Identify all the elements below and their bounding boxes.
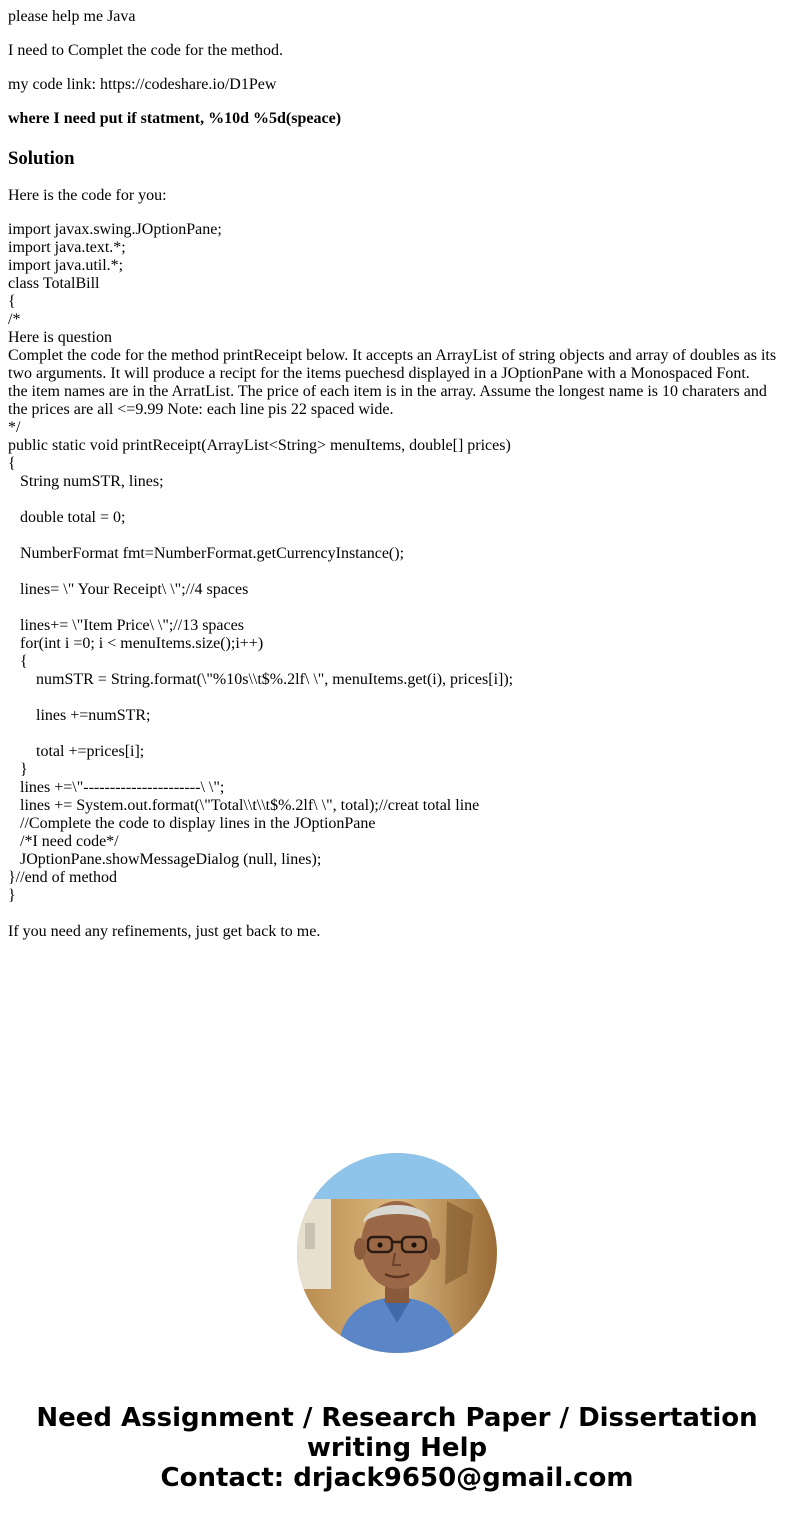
solution-intro: Here is the code for you: [8, 187, 167, 204]
code-line: lines+= \"Item Price\ \";//13 spaces [8, 617, 244, 634]
question-task: I need to Complet the code for the method. [8, 42, 284, 59]
code-line: } [8, 761, 28, 778]
code-line: }//end of method [8, 869, 117, 886]
code-line: //Complete the code to display lines in the JOptionPane [8, 815, 376, 832]
code-line [8, 725, 788, 743]
code-line: { [8, 293, 16, 310]
code-line [8, 563, 788, 581]
code-line: { [8, 455, 16, 472]
code-line: double total = 0; [8, 509, 126, 526]
code-line: import javax.swing.JOptionPane; [8, 221, 222, 238]
code-line: /* [8, 311, 21, 328]
code-line: public static void printReceipt(ArrayList<String> menuItems, double[] prices) [8, 437, 511, 454]
code-line: /*I need code*/ [8, 833, 119, 850]
code-line: */ [8, 419, 21, 436]
code-line: import java.util.*; [8, 257, 124, 274]
solution-closing: If you need any refinements, just get back to me. [8, 923, 321, 940]
code-line: lines= \" Your Receipt\ \";//4 spaces [8, 581, 249, 598]
code-line: JOptionPane.showMessageDialog (null, lines); [8, 851, 322, 868]
promo-banner [0, 1403, 794, 1493]
question-title: please help me Java [8, 8, 136, 25]
code-line: for(int i =0; i < menuItems.size();i++) [8, 635, 264, 652]
code-line [8, 599, 788, 617]
code-line: import java.text.*; [8, 239, 126, 256]
promo-contact: Contact: drjack9650@gmail.com [160, 1463, 634, 1493]
code-line: lines +=numSTR; [8, 707, 151, 724]
code-line: Here is question [8, 329, 112, 346]
code-line: total +=prices[i]; [8, 743, 145, 760]
question-highlight: where I need put if statment, %10d %5d(speace) [8, 110, 342, 127]
solution-code-block [8, 221, 788, 905]
code-line: { [8, 653, 28, 670]
code-line: class TotalBill [8, 275, 100, 292]
avatar-portrait-icon [297, 1153, 497, 1353]
code-line: } [8, 887, 16, 904]
code-line: Complet the code for the method printReceipt below. It accepts an ArrayList of string objects and array of doubles as its two arguments. It will produce a recipt for the items puechesd displayed in a JOptionPane with a Monospaced Font. [8, 347, 781, 382]
code-line [8, 527, 788, 545]
answer-document [8, 8, 788, 941]
code-line: lines +=\"----------------------\ \"; [8, 779, 225, 796]
code-line: the item names are in the ArratList. The price of each item is in the array. Assume the longest name is 10 charaters and the prices are all <=9.99 Note: each line pis 22 spaced wide. [8, 383, 771, 418]
code-line: NumberFormat fmt=NumberFormat.getCurrencyInstance(); [8, 545, 405, 562]
question-link: my code link: https://codeshare.io/D1Pew [8, 76, 277, 93]
code-line: numSTR = String.format(\"%10s\\t$%.2lf\ \", menuItems.get(i), prices[i]); [8, 671, 514, 688]
promo-line-2: writing Help [306, 1433, 488, 1463]
author-avatar [297, 1153, 497, 1353]
promo-line-1: Need Assignment / Research Paper / Dissertation [36, 1403, 758, 1433]
code-line: String numSTR, lines; [8, 473, 164, 490]
code-line [8, 689, 788, 707]
solution-heading: Solution [8, 148, 75, 169]
code-line: lines += System.out.format(\"Total\\t\\t$%.2lf\ \", total);//creat total line [8, 797, 480, 814]
code-line [8, 491, 788, 509]
